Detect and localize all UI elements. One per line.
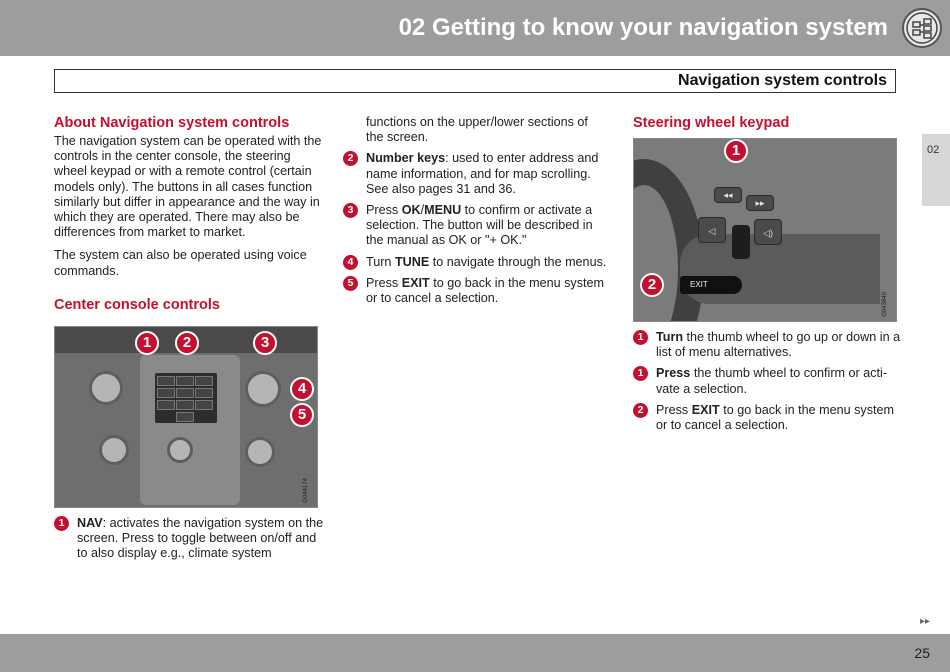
left-lower-knob bbox=[99, 435, 129, 465]
callout-2: 2 bbox=[175, 331, 199, 355]
figure-code: G043840 bbox=[881, 292, 888, 317]
legend-pre: Press bbox=[656, 402, 692, 417]
chapter-side-tab bbox=[922, 134, 950, 206]
callout-5: 5 bbox=[290, 403, 314, 427]
footer-bar bbox=[0, 634, 950, 672]
legend-number: 1 bbox=[633, 366, 648, 381]
legend-item-press bbox=[633, 366, 903, 396]
center-knob bbox=[167, 437, 193, 463]
legend-item-ok-menu bbox=[343, 203, 608, 249]
legend-text: the thumb wheel to confirm or acti-vate a selection. bbox=[656, 366, 888, 396]
legend-text: to navigate through the menus. bbox=[429, 254, 607, 269]
legend-number: 5 bbox=[343, 276, 358, 291]
legend-item-number-keys bbox=[343, 151, 608, 197]
legend-text: to go back in the menu system or to cancel a selection. bbox=[656, 402, 895, 433]
legend-number: 4 bbox=[343, 255, 358, 270]
volume-icon: ◁) bbox=[754, 219, 782, 245]
right-lower-knob bbox=[245, 437, 275, 467]
legend-text: : used to enter address and name information, and for map scrolling. See also pages 31 and 36. bbox=[366, 151, 599, 196]
exit-button-illustration: EXIT bbox=[680, 276, 742, 294]
legend-pre: Press bbox=[366, 275, 402, 290]
legend-bold: TUNE bbox=[394, 254, 430, 269]
steering-wheel-heading: Steering wheel keypad bbox=[633, 115, 790, 131]
side-tab-label: 02 bbox=[927, 144, 940, 156]
navigation-chapter-icon bbox=[902, 8, 942, 48]
callout-4: 4 bbox=[290, 377, 314, 401]
legend-item-exit bbox=[343, 276, 608, 306]
legend-bold: OK bbox=[401, 203, 421, 218]
legend-item-nav bbox=[54, 516, 324, 562]
number-keypad bbox=[155, 373, 217, 423]
legend-text: the thumb wheel to go up or down in a list of menu alternatives. bbox=[656, 330, 901, 360]
next-page-arrow-icon: ▸▸ bbox=[919, 616, 930, 627]
legend-item-turn bbox=[633, 330, 903, 360]
legend-number: 1 bbox=[633, 330, 648, 345]
legend-text: to go back in the menu system or to cancel a selection. bbox=[366, 275, 605, 306]
section-title: Navigation system controls bbox=[678, 72, 887, 89]
continued-text: functions on the upper/lower sections of the screen. bbox=[366, 115, 588, 145]
callout-3: 3 bbox=[253, 331, 277, 355]
legend-bold: EXIT bbox=[401, 275, 430, 290]
callout-2: 2 bbox=[640, 273, 664, 297]
page-number: 25 bbox=[914, 645, 930, 661]
tune-knob bbox=[245, 371, 281, 407]
legend-bold: Number keys bbox=[366, 151, 446, 166]
legend-item-tune bbox=[343, 255, 608, 270]
column-2 bbox=[343, 115, 608, 312]
legend-item-exit bbox=[633, 403, 903, 433]
legend-bold: Press bbox=[656, 366, 691, 381]
legend-bold: Turn bbox=[656, 330, 684, 344]
legend-number: 2 bbox=[343, 151, 358, 166]
legend-mid: / bbox=[420, 203, 425, 218]
legend-bold-2: MENU bbox=[424, 203, 462, 218]
thumb-wheel bbox=[732, 225, 750, 259]
next-track-icon: ▸▸ bbox=[746, 195, 774, 211]
legend-number: 2 bbox=[633, 403, 648, 418]
legend-number: 1 bbox=[54, 516, 69, 531]
legend-number: 3 bbox=[343, 203, 358, 218]
legend-text: to confirm or activate a selection. The button will be described in the manual as OK or "+ OK." bbox=[366, 203, 593, 248]
chapter-title: 02 Getting to know your navigation system bbox=[398, 14, 888, 41]
legend-text: : activates the navigation system on the screen. Press to toggle between on/off and to also display e.g., climate system bbox=[77, 515, 324, 561]
about-paragraph-1: The navigation system can be operated with the controls in the center console, the steering wheel keypad or with a remote control (certain models only). The buttons in all cases function similarly but differ in appearance and the way in which they are operated. There may also be differences from market to market. bbox=[54, 134, 322, 240]
callout-1: 1 bbox=[135, 331, 159, 355]
steering-wheel-figure bbox=[633, 138, 897, 322]
prev-track-icon: ◂◂ bbox=[714, 187, 742, 203]
legend-bold: EXIT bbox=[691, 402, 720, 417]
header-bar bbox=[0, 0, 950, 56]
column-1 bbox=[54, 115, 324, 567]
legend-pre: Turn bbox=[366, 254, 395, 269]
center-console-figure bbox=[54, 326, 318, 508]
figure-code: G044174 bbox=[302, 478, 309, 503]
about-heading: About Navigation system controls bbox=[54, 115, 290, 131]
center-console-heading: Center console controls bbox=[54, 296, 220, 313]
legend-pre: Press bbox=[366, 203, 402, 218]
legend-bold: NAV bbox=[77, 515, 103, 530]
callout-1: 1 bbox=[724, 139, 748, 163]
about-paragraph-2: The system can also be operated using voice commands. bbox=[54, 248, 307, 278]
column-3 bbox=[633, 115, 903, 439]
left-upper-knob bbox=[89, 371, 123, 405]
section-header-box bbox=[54, 69, 896, 93]
mute-icon: ◁ bbox=[698, 217, 726, 243]
